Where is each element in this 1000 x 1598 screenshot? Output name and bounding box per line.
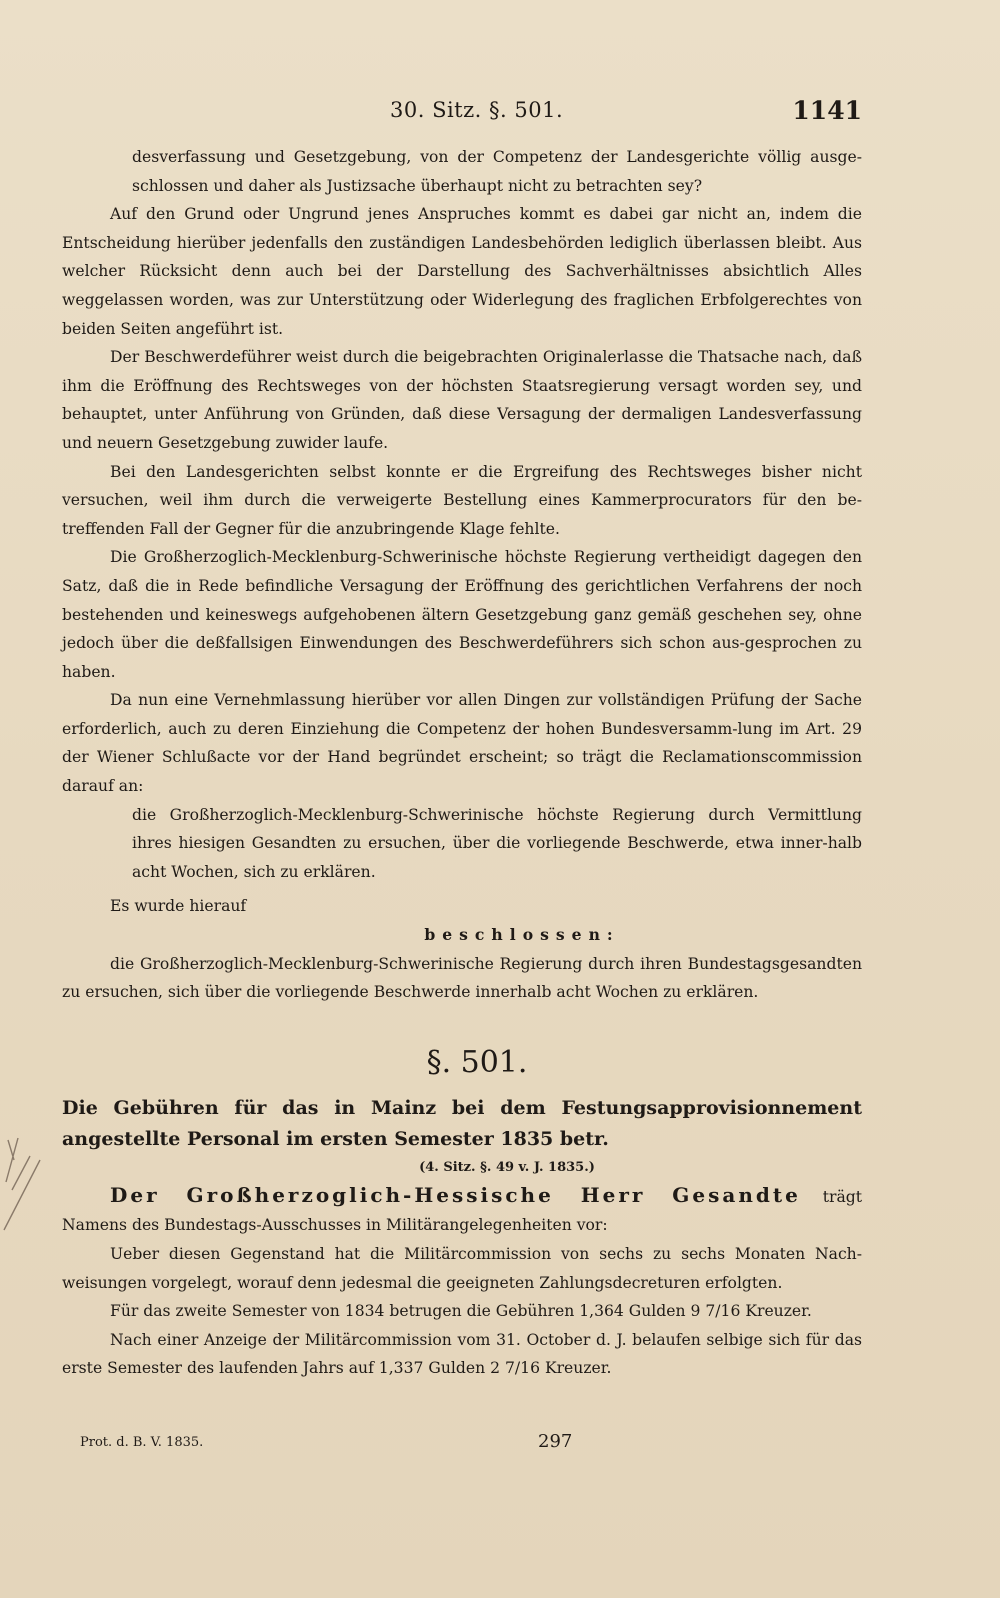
paragraph: Die Großherzoglich-Mecklenburg-Schwerinische höchste Regierung vertheidigt dagegen den Satz, daß die in Rede befindliche Versagung der Eröffnung des gerichtlichen Verfahrens der noch bestehenden und keineswegs aufgehobenen ältern Gesetzgebung ganz gemäß geschehen sey, ohne jedoch über die deßfallsigen Einwendungen des Beschwerdeführers sich schon aus-gesprochen zu haben. xyxy=(62,548,862,681)
section-title: Die Gebühren für das in Mainz bei dem Festungsapprovisionnement angestellte Personal im ersten Semester 1835 betr. xyxy=(62,1096,862,1150)
signature-mark: Prot. d. B. V. 1835. xyxy=(80,1435,204,1450)
paragraph-continued: desverfassung und Gesetzgebung, von der Competenz der Landesgerichte völlig ausge-schlossen und daher als Justizsache überhaupt nicht zu betrachten sey? xyxy=(132,148,862,195)
paragraph: Auf den Grund oder Ungrund jenes Anspruches kommt es dabei gar nicht an, indem die Entscheidung hierüber jedenfalls den zuständigen Landesbehörden lediglich überlassen bleibt. Aus welcher Rücksicht denn auch bei der Darstellung des Sachverhältnisses absichtlich Alles weggelassen worden, was zur Unterstützung oder Widerlegung des fraglichen Erbfolgerechtes von beiden Seiten angeführt ist. xyxy=(62,205,862,338)
page-footer xyxy=(80,1431,880,1455)
resolved-word: beschlossen: xyxy=(424,925,620,945)
section-paragraph: Nach einer Anzeige der Militärcommission vom 31. October d. J. belaufen selbige sich für das erste Semester des laufenden Jahrs auf 1,337 Gulden 2 7/16 Kreuzer. xyxy=(62,1330,862,1378)
page-number: 1141 xyxy=(792,96,862,125)
section-lead-paragraph xyxy=(62,1181,862,1240)
paragraph: Der Beschwerdeführer weist durch die beigebrachten Originalerlasse die Thatsache nach, daß ihm die Eröffnung des Rechtsweges von der höchsten Staatsregierung versagt worden sey, und behauptet, unter Anführung von Gründen, daß diese Versagung der dermaligen Landesverfassung und neuern Gesetzgebung zuwider laufe. xyxy=(62,348,862,452)
page-body xyxy=(62,143,862,1383)
resolution-text: die Großherzoglich-Mecklenburg-Schwerinische Regierung durch ihren Bundestagsgesandten zu ersuchen, sich über die vorliegende Beschwerde innerhalb acht Wochen zu erklären. xyxy=(62,954,862,1002)
handwritten-margin-mark xyxy=(0,1120,50,1250)
section-heading: §. 501. xyxy=(426,1044,528,1080)
running-title: 30. Sitz. §. 501. xyxy=(390,98,564,122)
speaker-rest: trägt Namens des Bundestags-Ausschusses in Militärangelegenheiten vor: xyxy=(62,1187,862,1235)
speaker-name: Der Großherzoglich-Hessische Herr Gesandte xyxy=(110,1182,801,1207)
section-reference: (4. Sitz. §. 49 v. J. 1835.) xyxy=(419,1159,595,1175)
paragraph: Bei den Landesgerichten selbst konnte er die Ergreifung des Rechtsweges bisher nicht versuchen, weil ihm durch die verweigerte Bestellung eines Kammerprocurators für den be-treffenden Fall der Gegner für die anzubringende Klage fehlte. xyxy=(62,462,862,538)
sheet-number: 297 xyxy=(538,1431,573,1452)
section-paragraph: Für das zweite Semester von 1834 betrugen die Gebühren 1,364 Gulden 9 7/16 Kreuzer. xyxy=(110,1302,812,1321)
page-header xyxy=(0,96,1000,132)
proposal-text: die Großherzoglich-Mecklenburg-Schwerinische höchste Regierung durch Vermittlung ihres hiesigen Gesandten zu ersuchen, über die vorliegende Beschwerde, etwa inner-halb acht Wochen, sich zu erklären. xyxy=(132,805,862,881)
resolution-intro: Es wurde hierauf xyxy=(110,897,247,916)
section-paragraph: Ueber diesen Gegenstand hat die Militärcommission von sechs zu sechs Monaten Nach-weisungen vorgelegt, worauf denn jedesmal die geeigneten Zahlungsdecreturen erfolgten. xyxy=(62,1245,862,1292)
paragraph: Da nun eine Vernehmlassung hierüber vor allen Dingen zur vollständigen Prüfung der Sache erforderlich, auch zu deren Einziehung die Competenz der hohen Bundesversamm-lung im Art. 29 der Wiener Schlußacte vor der Hand begründet erscheint; so trägt die Reclamationscommission darauf an: xyxy=(62,691,862,796)
